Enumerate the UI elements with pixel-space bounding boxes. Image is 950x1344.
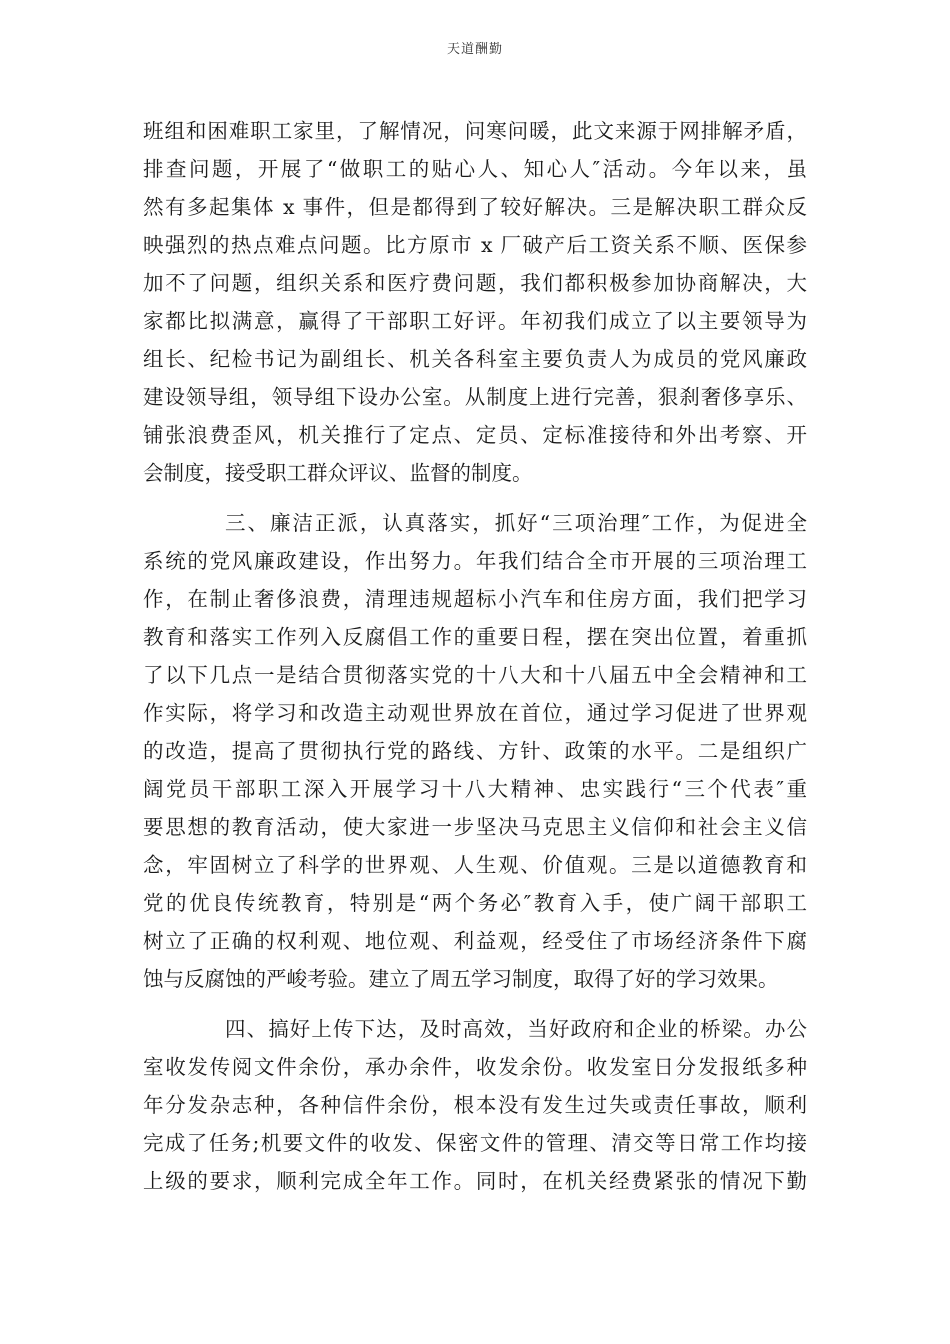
- text-line: 三、廉洁正派，认真落实，抓好“三项治理″工作，为促进全: [225, 511, 807, 535]
- text-line: 排查问题，开展了“做职工的贴心人、知心人″活动。今年以来，虽: [143, 157, 807, 181]
- text-line: 会制度，接受职工群众评议、监督的制度。: [143, 461, 533, 485]
- paragraph-gap: [143, 998, 807, 1010]
- text-line: 铺张浪费歪风，机关推行了定点、定员、定标准接待和外出考察、开: [143, 423, 807, 447]
- text-line: 班组和困难职工家里，了解情况，问寒问暖，此文来源于网排解矛盾，: [143, 119, 807, 143]
- document-body: [143, 112, 807, 1200]
- text-line: 要思想的教育活动，使大家进一步坚决马克思主义信仰和社会主义信: [143, 815, 807, 839]
- text-line: 念，牢固树立了科学的世界观、人生观、价值观。三是以道德教育和: [143, 853, 807, 877]
- text-line: 年分发杂志种，各种信件余份，根本没有发生过失或责任事故，顺利: [143, 1093, 807, 1117]
- text-line: 家都比拟满意，赢得了干部职工好评。年初我们成立了以主要领导为: [143, 309, 807, 333]
- paragraph-gap: [143, 492, 807, 504]
- text-line: 然有多起集体 x 事件，但是都得到了较好解决。三是解决职工群众反: [143, 195, 807, 219]
- text-line: 完成了任务;机要文件的收发、保密文件的管理、清交等日常工作均接: [143, 1131, 807, 1155]
- text-line: 作实际，将学习和改造主动观世界放在首位，通过学习促进了世界观: [143, 701, 807, 725]
- paragraph-2: [143, 504, 807, 998]
- text-line: 四、搞好上传下达，及时高效，当好政府和企业的桥梁。办公: [225, 1017, 807, 1041]
- page-header: 天道酬勤: [446, 42, 503, 57]
- text-line: 党的优良传统教育，特别是“两个务必″教育入手，使广阔干部职工: [143, 891, 807, 915]
- text-line: 阔党员干部职工深入开展学习十八大精神、忠实践行“三个代表″重: [143, 777, 807, 801]
- text-line: 教育和落实工作列入反腐倡工作的重要日程，摆在突出位置，着重抓: [143, 625, 807, 649]
- text-line: 作，在制止奢侈浪费，清理违规超标小汽车和住房方面，我们把学习: [143, 587, 807, 611]
- text-line: 上级的要求，顺利完成全年工作。同时，在机关经费紧张的情况下勤: [143, 1169, 807, 1193]
- text-line: 的改造，提高了贯彻执行党的路线、方针、政策的水平。二是组织广: [143, 739, 807, 763]
- text-line: 蚀与反腐蚀的严峻考验。建立了周五学习制度，取得了好的学习效果。: [143, 967, 779, 991]
- text-line: 室收发传阅文件余份，承办余件，收发余份。收发室日分发报纸多种: [143, 1055, 807, 1079]
- text-line: 映强烈的热点难点问题。比方原市 x 厂破产后工资关系不顺、医保参: [143, 233, 807, 257]
- text-line: 建设领导组，领导组下设办公室。从制度上进行完善，狠刹奢侈享乐、: [143, 385, 807, 409]
- paragraph-3: [143, 1010, 807, 1200]
- text-line: 加不了问题，组织关系和医疗费问题，我们都积极参加协商解决，大: [143, 271, 807, 295]
- text-line: 树立了正确的权利观、地位观、利益观，经受住了市场经济条件下腐: [143, 929, 807, 953]
- text-line: 组长、纪检书记为副组长、机关各科室主要负责人为成员的党风廉政: [143, 347, 807, 371]
- paragraph-1: [143, 112, 807, 492]
- text-line: 系统的党风廉政建设，作出努力。年我们结合全市开展的三项治理工: [143, 549, 807, 573]
- text-line: 了以下几点一是结合贯彻落实党的十八大和十八届五中全会精神和工: [143, 663, 807, 687]
